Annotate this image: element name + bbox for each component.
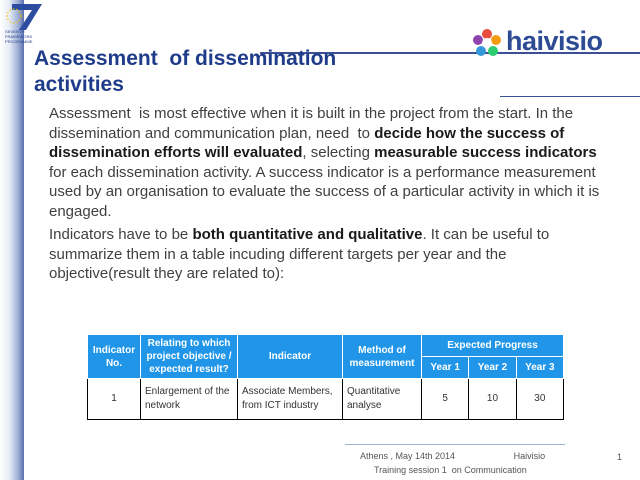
p2-text-2: . It can be useful to summarize them in a table incuding different targets per year and the objective(result they are related to): (49, 226, 550, 282)
slide-body (49, 104, 609, 288)
header-year-1: Year 1 (422, 357, 469, 379)
cell-year-2: 10 (469, 379, 516, 420)
footer-date: Athens , May 14th 2014 (360, 451, 456, 461)
footer-line-1 (360, 449, 545, 463)
header-year-3: Year 3 (516, 357, 563, 379)
haivisio-flower-icon (472, 28, 502, 58)
slide-title (34, 46, 434, 98)
header-method: Method of measurement (343, 335, 422, 379)
p1-text-3: for each dissemination activity. A success indicator is a performance measurement used by an organisation to evaluate the success of a particular activity in which it is engaged. (49, 163, 600, 220)
header-indicator: Indicator (238, 335, 343, 379)
header-year-2: Year 2 (469, 357, 516, 379)
paragraph-2 (49, 225, 609, 284)
fp7-logo (2, 2, 46, 44)
indicator-table (87, 334, 564, 420)
cell-no: 1 (88, 379, 141, 420)
brand-name: haivisio (506, 26, 603, 56)
paragraph-1 (49, 104, 609, 221)
title-line-1: Assessment of dissemination (34, 47, 337, 70)
footer-rule (345, 444, 565, 445)
cell-year-1: 5 (422, 379, 469, 420)
p1-text-2: , selecting (302, 144, 375, 161)
cell-year-3: 30 (516, 379, 563, 420)
cell-indicator: Associate Members, from ICT industry (238, 379, 343, 420)
p1-text-1: Assessment is most effective when it is built in the project from the start. In the dissemination and communication plan, need to (49, 105, 578, 142)
table-row (88, 379, 564, 420)
p1-bold-2: measurable success indicators (374, 144, 597, 161)
header-relating: Relating to which project objective / expected result? (141, 335, 238, 379)
p2-bold-1: both quantitative and qualitative (192, 226, 423, 243)
haivisio-logo (472, 28, 632, 60)
left-gradient-bar (0, 0, 24, 480)
fp7-emblem-icon (2, 2, 46, 32)
slide-footer (360, 449, 545, 477)
header-indicator-no: Indicator No. (88, 335, 141, 379)
right-rule (500, 96, 640, 97)
title-line-2: activities (34, 73, 124, 96)
table-header-row (88, 335, 564, 357)
footer-company: Haivisio (513, 451, 546, 461)
cell-relating: Enlargement of the network (141, 379, 238, 420)
fp7-caption: SEVENTH FRAMEWORK PROGRAMME (5, 29, 33, 44)
header-expected-progress: Expected Progress (422, 335, 564, 357)
p2-text-1: Indicators have to be (49, 226, 193, 243)
page-number: 1 (617, 452, 623, 462)
p1-bold-1: decide how the success of dissemination efforts will evaluated (49, 124, 565, 161)
footer-line-2: Training session 1 on Communication (374, 465, 527, 475)
cell-method: Quantitative analyse (343, 379, 422, 420)
